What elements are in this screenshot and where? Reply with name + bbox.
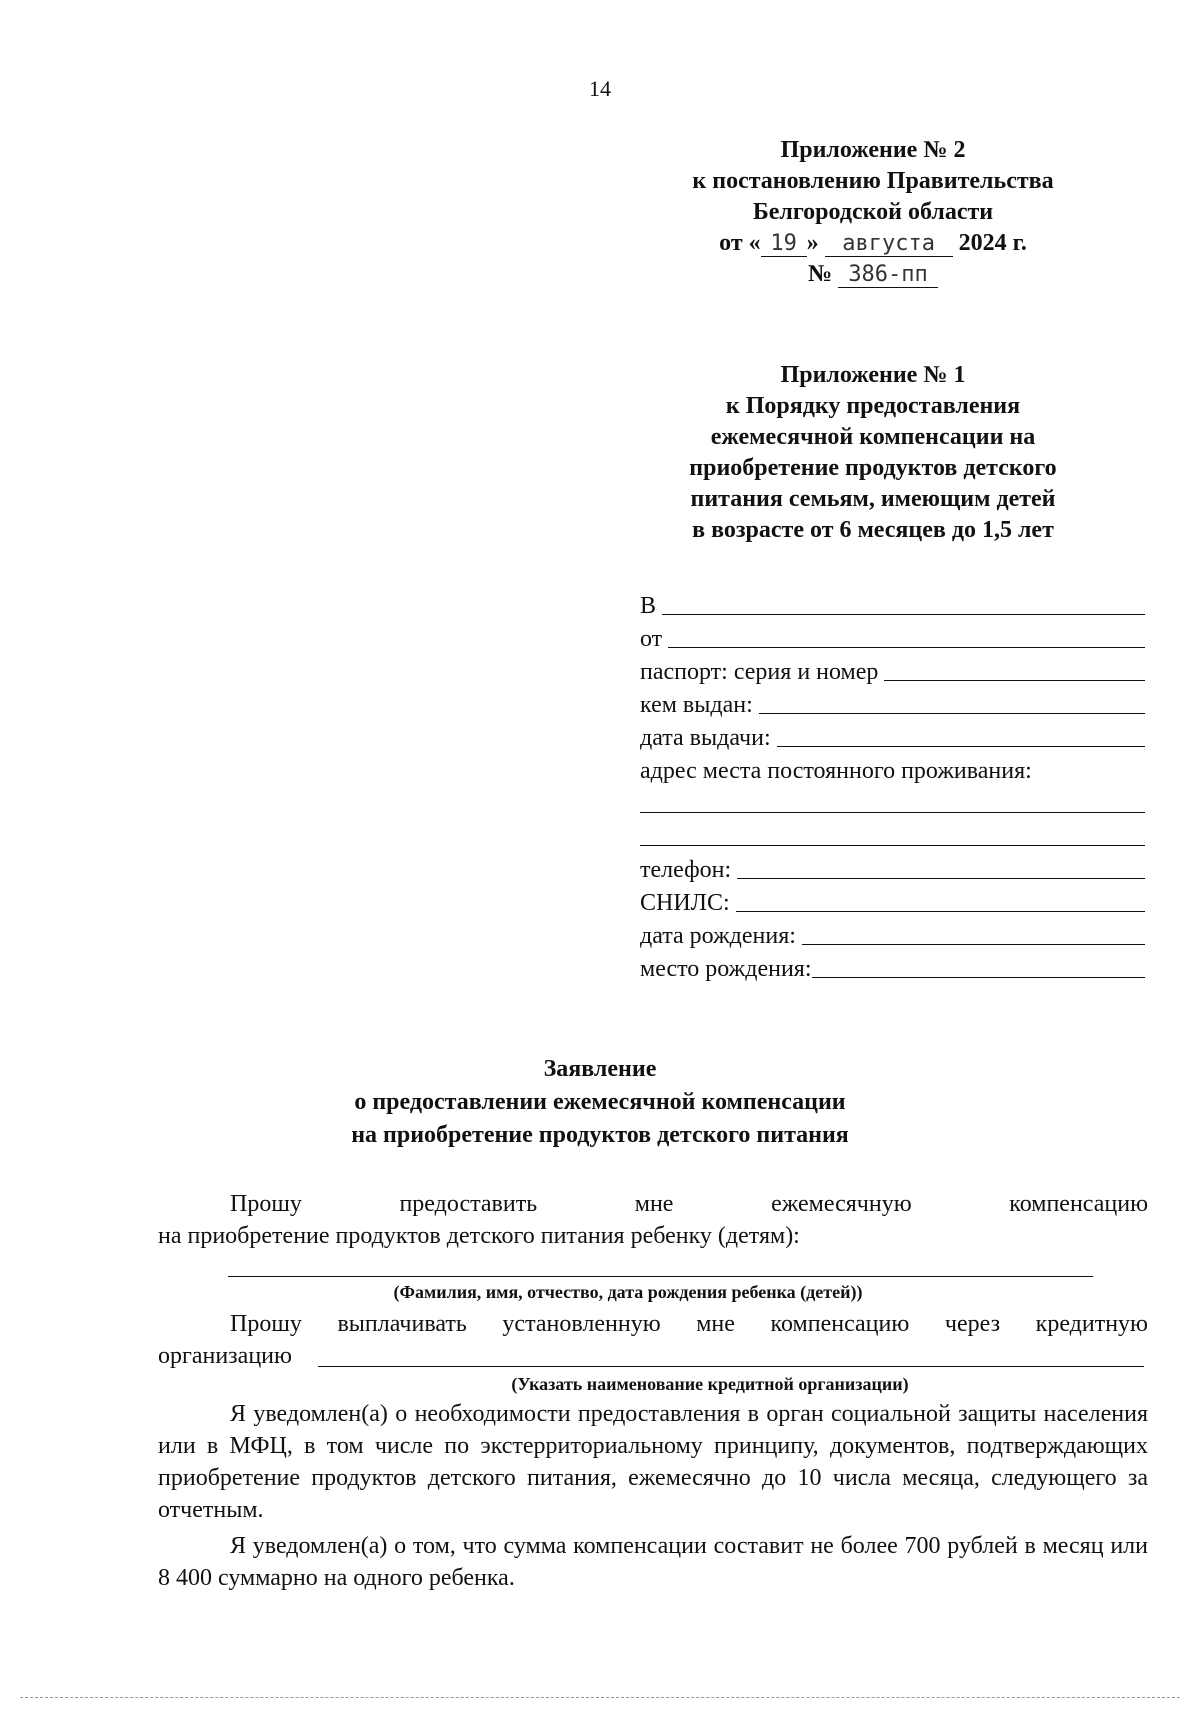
date-month: августа — [825, 232, 953, 257]
field-issue-date-line[interactable] — [777, 745, 1145, 747]
field-address — [640, 755, 1145, 785]
number-value: 386-пп — [838, 263, 938, 288]
paragraph-1-line-2: на приобретение продуктов детского питания ребенку (детям): — [158, 1223, 800, 1249]
field-passport-line[interactable] — [884, 679, 1145, 681]
field-passport-label: паспорт: серия и номер — [640, 659, 879, 685]
field-birth-date-label: дата рождения: — [640, 923, 796, 949]
caption-credit-org: (Указать наименование кредитной организации) — [511, 1374, 909, 1394]
field-issued-by-line[interactable] — [759, 712, 1145, 714]
field-birth-date-line[interactable] — [802, 943, 1145, 945]
field-birth-place-line[interactable] — [812, 976, 1145, 978]
field-to-label: В — [640, 593, 657, 619]
paragraph-1-line-1: Прошу предоставить мне ежемесячную компенсацию — [230, 1191, 1148, 1217]
field-phone-line[interactable] — [737, 877, 1145, 879]
date-mid: » — [806, 230, 819, 256]
paragraph-3: Я уведомлен(а) о необходимости предоставления в орган социальной защиты населения или в МФЦ, в том числе по экстерриториальному принципу, документов, подтверждающих приобретение продуктов детского питания, ежемесячно до 10 числа месяца, следующего за отчетным. — [158, 1401, 1148, 1523]
field-address-label: адрес места постоянного проживания: — [640, 758, 1032, 784]
field-issued-by-label: кем выдан: — [640, 692, 753, 718]
field-phone — [640, 854, 1145, 884]
field-passport — [640, 656, 1145, 686]
field-address-line-1[interactable] — [640, 788, 1145, 818]
field-birth-place-label: место рождения: — [640, 956, 812, 982]
appendix-1-line: питания семьям, имеющим детей — [690, 486, 1056, 512]
statement-heading — [0, 1053, 1200, 1152]
field-snils-label: СНИЛС: — [640, 890, 730, 916]
date-year: 2024 г. — [958, 230, 1027, 256]
statement-subtitle-1: о предоставлении ежемесячной компенсации — [354, 1089, 846, 1115]
paragraph-2-line-1: Прошу выплачивать установленную мне компенсацию через кредитную — [230, 1311, 1148, 1337]
appendix-1-line: приобретение продуктов детского — [689, 455, 1057, 481]
field-snils-line[interactable] — [736, 910, 1145, 912]
field-from-line[interactable] — [668, 646, 1145, 648]
paragraph-4: Я уведомлен(а) о том, что сумма компенсации составит не более 700 рублей в месяц или 8 400 суммарно на одного ребенка. — [158, 1533, 1148, 1591]
appendix-2-line-2: Белгородской области — [752, 199, 994, 225]
credit-org-line[interactable] — [318, 1366, 1144, 1367]
caption-children: (Фамилия, имя, отчество, дата рождения ребенка (детей)) — [393, 1282, 863, 1302]
children-name-line[interactable] — [228, 1276, 1093, 1277]
number-prefix: № — [807, 261, 833, 287]
appendix-2-date — [638, 228, 1108, 259]
field-birth-place — [640, 953, 1145, 983]
field-from — [640, 623, 1145, 653]
page-edge-divider — [20, 1697, 1180, 1698]
appendix-2-header — [638, 135, 1108, 290]
appendix-2-title: Приложение № 2 — [780, 137, 966, 163]
statement-subtitle-2: на приобретение продуктов детского питания — [351, 1122, 849, 1148]
field-phone-label: телефон: — [640, 857, 732, 883]
appendix-1-line: в возрасте от 6 месяцев до 1,5 лет — [692, 517, 1054, 543]
paragraph-2-line-2: организацию — [158, 1343, 292, 1369]
field-issue-date — [640, 722, 1145, 752]
appendix-1-header — [638, 360, 1108, 546]
field-snils — [640, 887, 1145, 917]
address-line-1[interactable] — [640, 811, 1145, 813]
field-to — [640, 590, 1145, 620]
field-to-line[interactable] — [662, 613, 1145, 615]
date-prefix: от « — [719, 230, 761, 256]
field-issue-date-label: дата выдачи: — [640, 725, 771, 751]
appendix-1-line: к Порядку предоставления — [725, 393, 1021, 419]
appendix-2-number — [638, 259, 1108, 290]
field-address-line-2[interactable] — [640, 821, 1145, 851]
address-line-2[interactable] — [640, 844, 1145, 846]
field-issued-by — [640, 689, 1145, 719]
appendix-1-title: Приложение № 1 — [780, 362, 966, 388]
appendix-2-line-1: к постановлению Правительства — [692, 168, 1054, 194]
field-birth-date — [640, 920, 1145, 950]
page-number: 14 — [589, 76, 611, 101]
appendix-1-line: ежемесячной компенсации на — [710, 424, 1036, 450]
field-from-label: от — [640, 626, 663, 652]
date-day: 19 — [761, 232, 807, 257]
statement-title: Заявление — [543, 1056, 657, 1082]
